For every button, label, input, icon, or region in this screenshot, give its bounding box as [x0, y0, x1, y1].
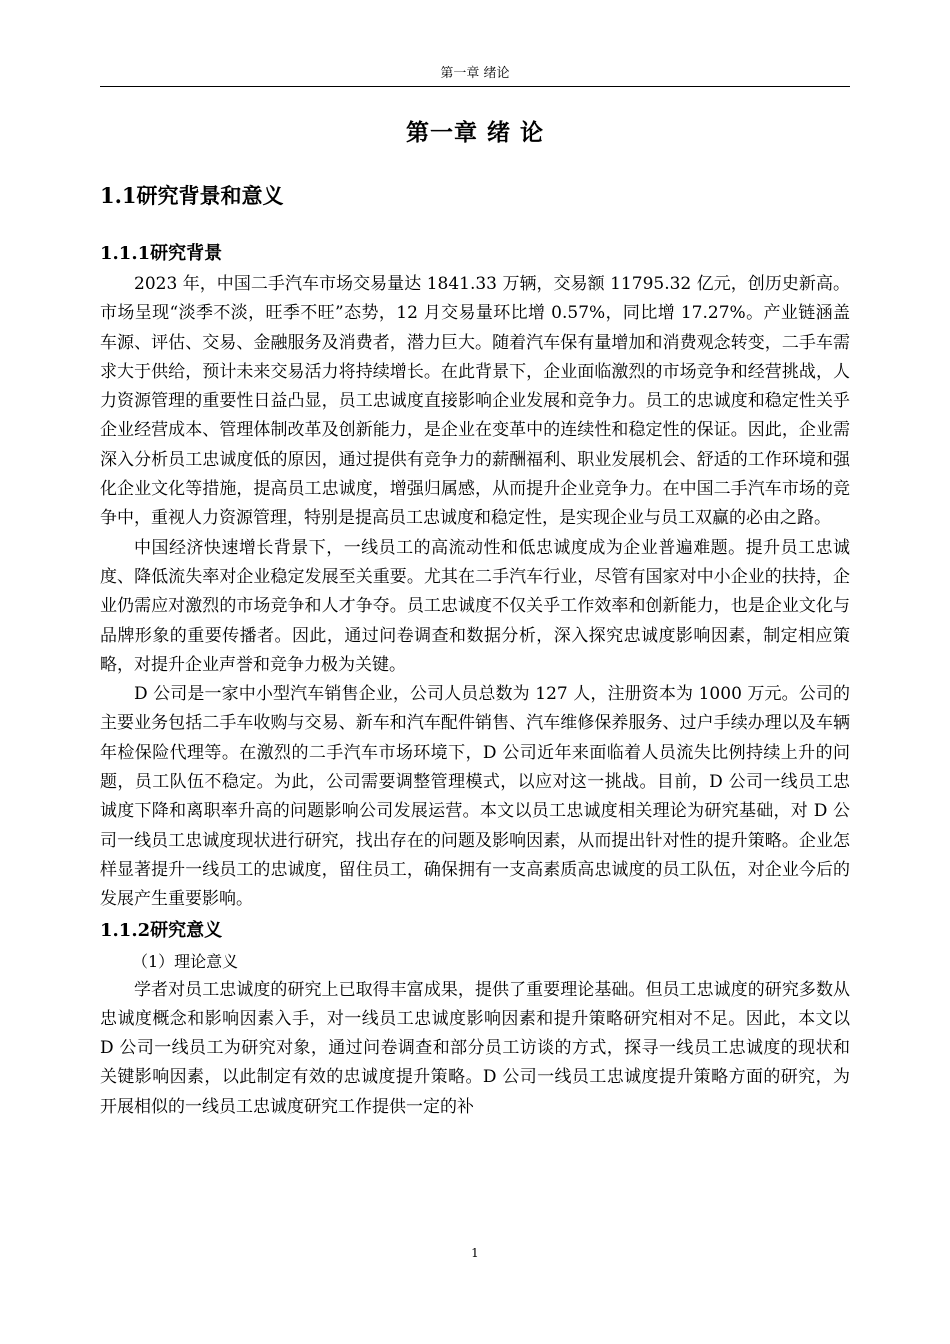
paragraph: 中国经济快速增长背景下，一线员工的高流动性和低忠诚度成为企业普遍难题。提升员工忠诚度、降低流失率对企业稳定发展至关重要。尤其在二手汽车行业，尽管有国家对中小企业的扶持，企业仍需应对激烈的市场竞争和人才争夺。员工忠诚度不仅关乎工作效率和创新能力，也是企业文化与品牌形象的重要传播者。因此，通过问卷调查和数据分析，深入探究忠诚度影响因素，制定相应策略，对提升企业声誉和竞争力极为关键。	[100, 537, 850, 675]
page-body	[100, 108, 850, 1122]
page-number: 1	[471, 1246, 479, 1260]
chapter-title: 第一章 绪 论	[405, 119, 544, 146]
paragraph: 2023 年，中国二手汽车市场交易量达 1841.33 万辆，交易额 11795.32 亿元，创历史新高。市场呈现“淡季不淡，旺季不旺”态势，12 月交易量环比增 0.57%，同比增 17.27%。产业链涵盖车源、评估、交易、金融服务及消费者，潜力巨大。随着汽车保有量增加和消费观念转变，二手车需求大于供给，预计未来交易活力将持续增长。在此背景下，企业面临激烈的市场竞争和经营挑战，人力资源管理的重要性日益凸显，员工忠诚度直接影响企业发展和竞争力。员工的忠诚度和稳定性关乎企业经营成本、管理体制改革及创新能力，是企业在变革中的连续性和稳定性的保证。因此，企业需深入分析员工忠诚度低的原因，通过提供有竞争力的薪酬福利、职业发展机会、舒适的工作环境和强化企业文化等措施，提高员工忠诚度，增强归属感，从而提升企业竞争力。在中国二手汽车市场的竞争中，重视人力资源管理，特别是提高员工忠诚度和稳定性，是实现企业与员工双赢的必由之路。	[100, 274, 850, 529]
subsection-heading-significance: 1.1.2研究意义	[100, 919, 223, 941]
header-rule	[100, 86, 850, 87]
paragraph: 学者对员工忠诚度的研究上已取得丰富成果，提供了重要理论基础。但员工忠诚度的研究多数从忠诚度概念和影响因素入手，对一线员工忠诚度影响因素和提升策略研究相对不足。因此，本文以 D 公司一线员工为研究对象，通过问卷调查和部分员工访谈的方式，探寻一线员工忠诚度的现状和关键影响因素，以此制定有效的忠诚度提升策略。D 公司一线员工忠诚度提升策略方面的研究，为开展相似的一线员工忠诚度研究工作提供一定的补	[100, 979, 850, 1117]
running-header: 第一章 绪论	[440, 66, 510, 81]
subsection-heading-background: 1.1.1研究背景	[100, 243, 223, 264]
section-heading: 1.1研究背景和意义	[100, 183, 284, 208]
paragraph: D 公司是一家中小型汽车销售企业，公司人员总数为 127 人，注册资本为 1000 万元。公司的主要业务包括二手车收购与交易、新车和汽车配件销售、汽车维修保养服务、过户手续办理以及车辆年检保险代理等。在激烈的二手汽车市场环境下，D 公司近年来面临着人员流失比例持续上升的问题，员工队伍不稳定。为此，公司需要调整管理模式，以应对这一挑战。目前，D 公司一线员工忠诚度下降和离职率升高的问题影响公司发展运营。本文以员工忠诚度相关理论为研究基础，对 D 公司一线员工忠诚度现状进行研究，找出存在的问题及影响因素，从而提出针对性的提升策略。企业怎样显著提升一线员工的忠诚度，留住员工，确保拥有一支高素质高忠诚度的员工队伍，对企业今后的发展产生重要影响。	[100, 684, 850, 910]
list-item-heading: （1）理论意义	[132, 951, 239, 971]
